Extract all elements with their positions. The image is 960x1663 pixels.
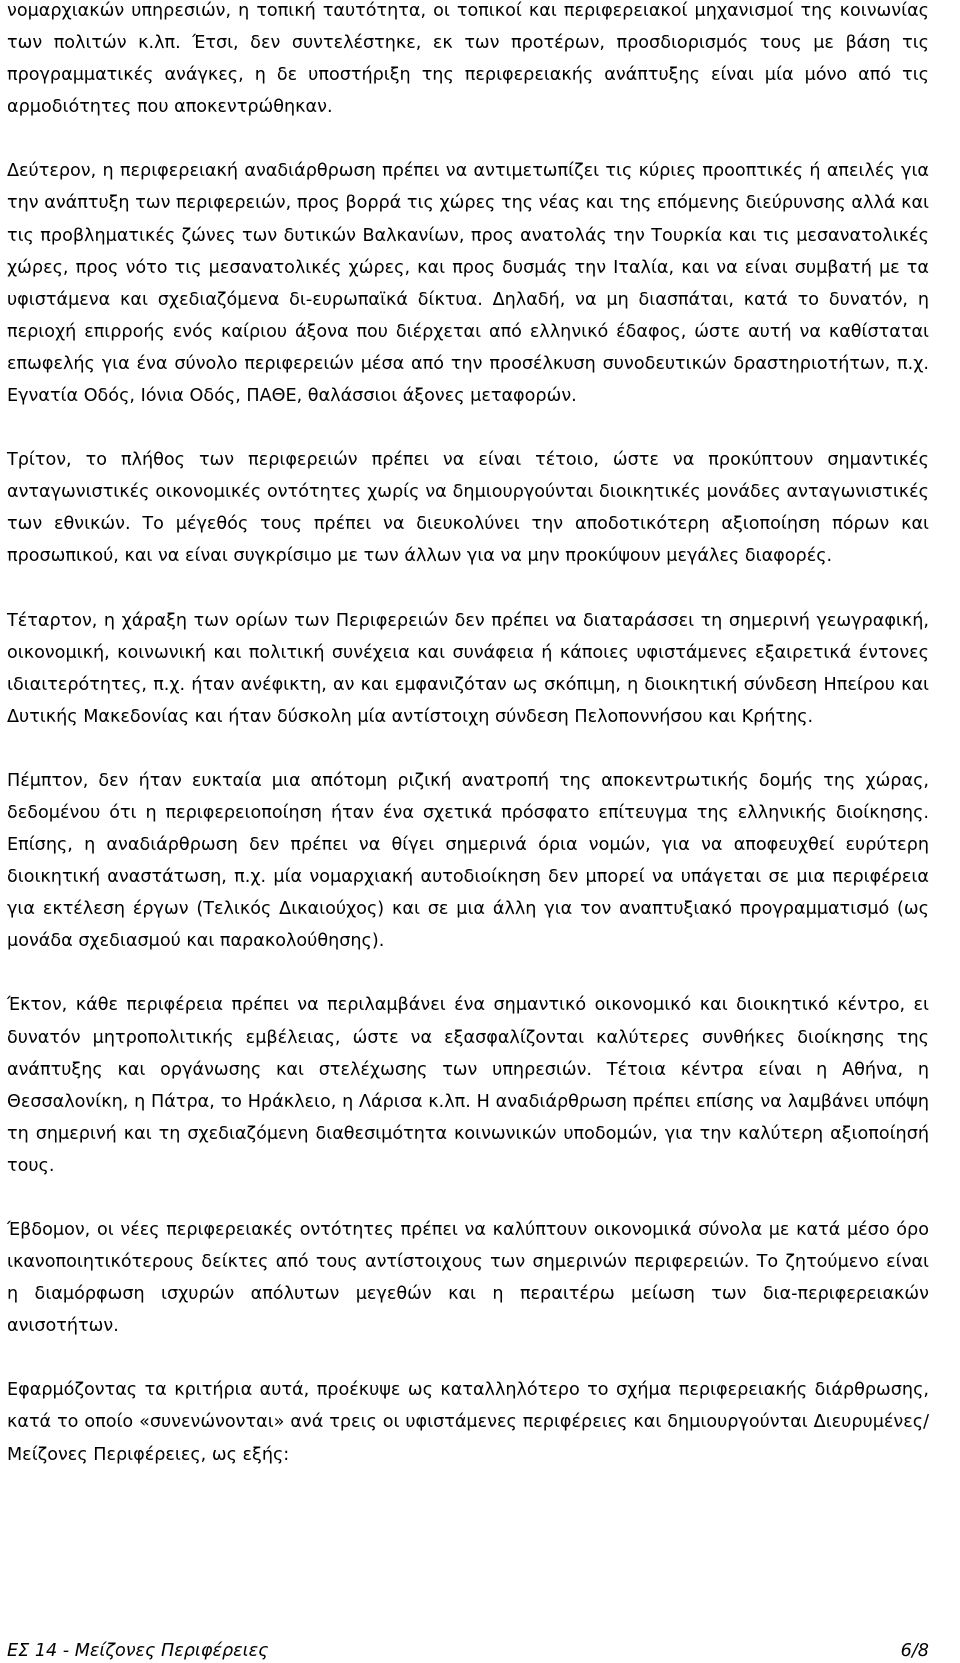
paragraph-gap	[7, 412, 929, 444]
document-body	[7, 0, 929, 1471]
paragraph-intro-continuation: νομαρχιακών υπηρεσιών, η τοπική ταυτότητα, οι τοπικοί και περιφερειακοί μηχανισμοί της κοινωνίας των πολιτών κ.λπ. Έτσι, δεν συντελέστηκε, εκ των προτέρων, προσδιορισμός τους με βάση τις προγραμματικές ανάγκες, η δε υποστήριξη της περιφερειακής ανάπτυξης είναι μία μόνο από τις αρμοδιότητες που αποκεντρώθηκαν.	[7, 1, 929, 118]
paragraph-gap	[7, 123, 929, 155]
paragraph-gap	[7, 1342, 929, 1374]
paragraph-gap	[7, 957, 929, 989]
paragraph-fourth-criterion: Τέταρτον, η χάραξη των ορίων των Περιφερειών δεν πρέπει να διαταράσσει τη σημερινή γεωγραφική, οικονομική, κοινωνική και πολιτική συνέχεια και συνάφεια ή κάποιες υφιστάμενες εξαιρετικά έντονες ιδιαιτερότητες, π.χ. ήταν ανέφικτη, αν και εμφανιζόταν ως σκόπιμη, η διοικητική σύνδεση Ηπείρου και Δυτικής Μακεδονίας και ήταν δύσκολη μία αντίστοιχη σύνδεση Πελοποννήσου και Κρήτης.	[7, 610, 929, 727]
paragraph-gap	[7, 733, 929, 765]
paragraph-second-criterion: Δεύτερον, η περιφερειακή αναδιάρθρωση πρέπει να αντιμετωπίζει τις κύριες προοπτικές ή απειλές για την ανάπτυξη των περιφερειών, προς βορρά τις χώρες της νέας και της επόμενης διεύρυνσης αλλά και τις προβληματικές ζώνες των δυτικών Βαλκανίων, προς ανατολάς την Τουρκία και τις μεσανατολικές χώρες, προς νότο τις μεσανατολικές χώρες, και προς δυσμάς την Ιταλία, και να είναι συμβατή με τα υφιστάμενα και σχεδιαζόμενα δι-ευρωπαϊκά δίκτυα. Δηλαδή, να μη διασπάται, κατά το δυνατόν, η περιοχή επιρροής ενός καίριου άξονα που διέρχεται από ελληνικό έδαφος, ώστε αυτή να καθίσταται επωφελής για ένα σύνολο περιφερειών μέσα από την προσέλκυση συνοδευτικών δραστηριοτήτων, π.χ. Εγνατία Οδός, Ιόνια Οδός, ΠΑΘΕ, θαλάσσιοι άξονες μεταφορών.	[7, 161, 929, 407]
footer-page-number: 6/8	[900, 1641, 929, 1661]
paragraph-sixth-criterion: Έκτον, κάθε περιφέρεια πρέπει να περιλαμβάνει ένα σημαντικό οικονομικό και διοικητικό κέντρο, ει δυνατόν μητροπολιτικής εμβέλειας, ώστε να εξασφαλίζονται καλύτερες συνθήκες διοίκησης της ανάπτυξης και οργάνωσης και στελέχωσης των υπηρεσιών. Τέτοια κέντρα είναι η Αθήνα, η Θεσσαλονίκη, η Πάτρα, το Ηράκλειο, η Λάρισα κ.λπ. Η αναδιάρθρωση πρέπει επίσης να λαμβάνει υπόψη τη σημερινή και τη σχεδιαζόμενη διαθεσιμότητα κοινωνικών υποδομών, για την καλύτερη αξιοποίησή τους.	[7, 995, 929, 1176]
paragraph-fifth-criterion: Πέμπτον, δεν ήταν ευκταία μια απότομη ριζική ανατροπή της αποκεντρωτικής δομής της χώρας, δεδομένου ότι η περιφερειοποίηση ήταν ένα σχετικά πρόσφατο επίτευγμα της ελληνικής διοίκησης. Επίσης, η αναδιάρθρωση δεν πρέπει να θίγει σημερινά όρια νομών, για να αποφευχθεί ευρύτερη διοικητική αναστάτωση, π.χ. μία νομαρχιακή αυτοδιοίκηση δεν μπορεί να υπάγεται σε μια περιφέρεια για εκτέλεση έργων (Τελικός Δικαιούχος) και σε μια άλλη για τον αναπτυξιακό προγραμματισμό (ως μονάδα σχεδιασμού και παρακολούθησης).	[7, 770, 929, 952]
paragraph-gap	[7, 1182, 929, 1214]
paragraph-seventh-criterion: Έβδομον, οι νέες περιφερειακές οντότητες πρέπει να καλύπτουν οικονομικά σύνολα με κατά μέσο όρο ικανοποιητικότερους δείκτες από τους αντίστοιχους των σημερινών περιφερειών. Το ζητούμενο είναι η διαμόρφωση ισχυρών απόλυτων μεγεθών και η περαιτέρω μείωση των δια-περιφερειακών ανισοτήτων.	[7, 1220, 929, 1337]
paragraph-conclusion: Εφαρμόζοντας τα κριτήρια αυτά, προέκυψε ως καταλληλότερο το σχήμα περιφερειακής διάρθρωσης, κατά το οποίο «συνενώνονται» ανά τρεις οι υφιστάμενες περιφέρειες και δημιουργούνται Διευρυμένες/Μείζονες Περιφέρειες, ως εξής:	[7, 1380, 929, 1465]
paragraph-gap	[7, 573, 929, 605]
paragraph-third-criterion: Τρίτον, το πλήθος των περιφερειών πρέπει να είναι τέτοιο, ώστε να προκύπτουν σημαντικές ανταγωνιστικές οικονομικές οντότητες χωρίς να δημιουργούνται διοικητικές μονάδες ανταγωνιστικές των εθνικών. Το μέγεθός τους πρέπει να διευκολύνει την αποδοτικότερη αξιοποίηση πόρων και προσωπικού, και να είναι συγκρίσιμο με των άλλων για να μην προκύψουν μεγάλες διαφορές.	[7, 450, 929, 567]
footer-document-title: ΕΣ 14 - Μείζονες Περιφέρειες	[7, 1641, 269, 1661]
